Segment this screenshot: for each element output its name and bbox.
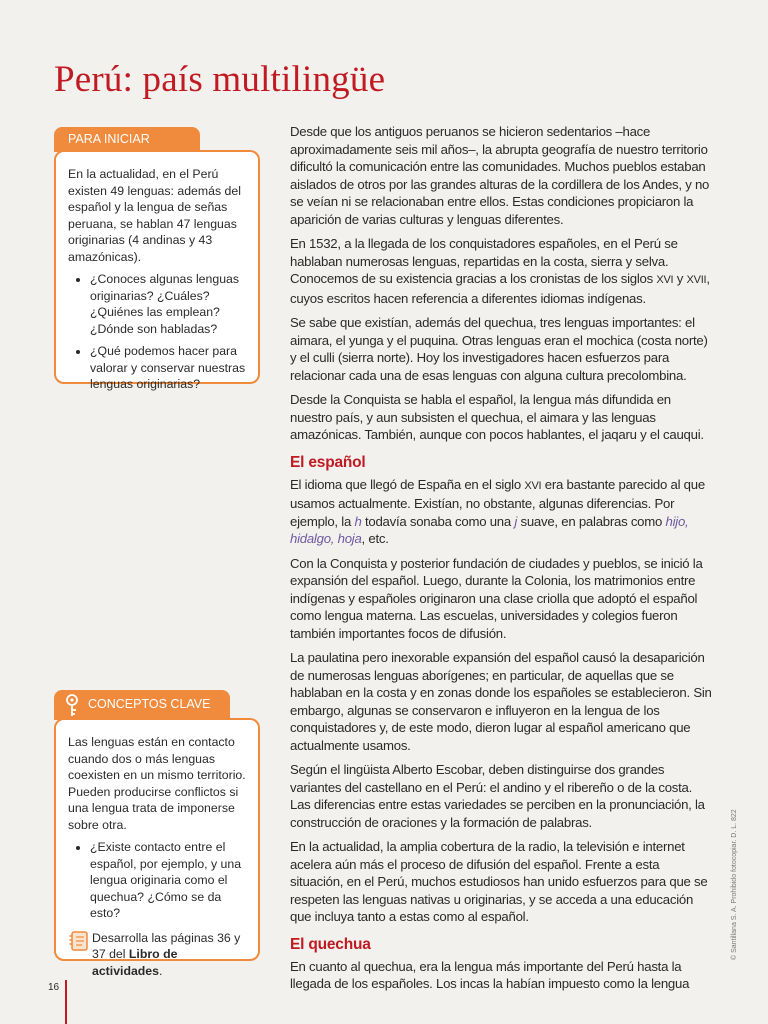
paragraph: En cuanto al quechua, era la lengua más importante del Perú hasta la llegada de los españoles. Los incas la habían impuesto como la lengua — [290, 958, 690, 991]
section-heading-quechua: El quechua — [290, 935, 371, 953]
activity-reference — [68, 930, 248, 980]
para-iniciar-tab: PARA INICIAR — [54, 127, 200, 152]
page-number-bar — [65, 980, 67, 1024]
conceptos-intro: Las lenguas están en contacto cuando dos o más lenguas coexisten en un mismo territorio. Pueden producirse conflictos si una lengua trata de imponerse sobre otra. — [68, 735, 246, 832]
para-iniciar-intro: En la actualidad, en el Perú existen 49 lenguas: además del español y la lengua de señas peruana, se hablan 47 lenguas originarias (4 andinas y 43 amazónicas). — [68, 167, 241, 264]
paragraph: Con la Conquista y posterior fundación de ciudades y pueblos, se inició la expansión del español. Luego, durante la Colonia, los matrimonios entre indígenas y españoles originaron una clase criolla que adoptó el español como lengua materna. Las escuelas, universidades y colegios fueron también importantes focos de difusión. — [290, 555, 703, 641]
list-item: • ¿Qué podemos hacer para valorar y conservar nuestras lenguas originarias? — [90, 343, 248, 393]
conceptos-clave-tab: CONCEPTOS CLAVE — [54, 690, 230, 720]
paragraph: Según el lingüista Alberto Escobar, deben distinguirse dos grandes variantes del castellano en el Perú: el andino y el ribereño o de la costa. Las diferencias entre estas variedades se perciben en la pronunciación, la construcción de oraciones y la formación de palabras. — [290, 762, 705, 830]
key-icon — [62, 694, 82, 718]
activity-book-icon — [68, 930, 90, 952]
conceptos-clave-box — [54, 718, 260, 978]
activity-text: Desarrolla las páginas 36 y 37 del Libro de actividades. — [92, 930, 241, 978]
paragraph: El idioma que llegó de España en el siglo XVI era bastante parecido al que usamos actualmente. Existían, no obstante, algunas diferencias. Por ejemplo, la h todavía sonaba como una j suave, en palabras como hijo, hidalgo, hoja, etc. — [290, 476, 705, 546]
paragraph: La paulatina pero inexorable expansión del español causó la desaparición de numerosas lenguas aborígenes; en particular, de aquellas que se hablaban en la costa y en zonas donde los españoles se establecieron. Sin embargo, algunas se conservaron e influyeron en la lengua de los conquistadores y, de este modo, dieron lugar al español americano que actualmente usamos. — [290, 650, 712, 753]
paragraph: Se sabe que existían, además del quechua, tres lenguas importantes: el aimara, el yunga y el puquina. Otras lenguas eran el mochica (costa norte) y el culli (sierra norte). Hoy los investigadores hacen esfuerzos para relacionar cada una de esas lenguas con alguna cultura precolombina. — [290, 315, 708, 383]
copyright-notice: © Santillana S. A. Prohibido fotocopiar. D. L. 822 — [731, 809, 738, 960]
section-heading-espanol: El español — [290, 453, 366, 471]
paragraph: Desde que los antiguos peruanos se hicieron sedentarios –hace aproximadamente seis mil años–, la abrupta geografía de nuestro territorio dificultó la comunicación entre las comunidades. Muchos pueblos estaban aislados de otros por las grandes alturas de la cordillera de los Andes, y no se veían ni se relacionaban entre ellos. Estas condiciones propiciaron la aparición de varias culturas y lenguas diferentes. — [290, 124, 710, 227]
main-text-column — [290, 123, 715, 1000]
para-iniciar-questions — [68, 271, 248, 393]
para-iniciar-box — [54, 150, 260, 391]
page-title: Perú: país multilingüe — [54, 59, 386, 100]
conceptos-questions — [68, 839, 248, 922]
page-number: 16 — [48, 982, 60, 993]
paragraph: En 1532, a la llegada de los conquistadores españoles, en el Perú se hablaban numerosas lenguas, repartidas en la costa, sierra y selva. Conocemos de su existencia gracias a los cronistas de los siglos XVI y XVII, cuyos escritos hacen referencia a diferentes idiomas indígenas. — [290, 236, 710, 306]
list-item: • ¿Conoces algunas lenguas originarias? ¿Cuáles? ¿Quiénes las emplean? ¿Dónde son habladas? — [90, 271, 248, 337]
list-item: • ¿Existe contacto entre el español, por ejemplo, y una lengua originaria como el quechua? ¿Cómo se da esto? — [90, 839, 248, 922]
paragraph: Desde la Conquista se habla el español, la lengua más difundida en nuestro país, y aun subsisten el quechua, el aimara y las lenguas amazónicas. También, aunque con pocos hablantes, el jaqaru y el cauqui. — [290, 392, 704, 442]
paragraph: En la actualidad, la amplia cobertura de la radio, la televisión e internet acelera aún más el proceso de difusión del español. Frente a esta situación, en el Perú, muchos estudiosos han unido esfuerzos para que se respeten las lenguas nativas u originarias, y se acceda a una educación que incluya tanto a estas como al español. — [290, 839, 708, 924]
